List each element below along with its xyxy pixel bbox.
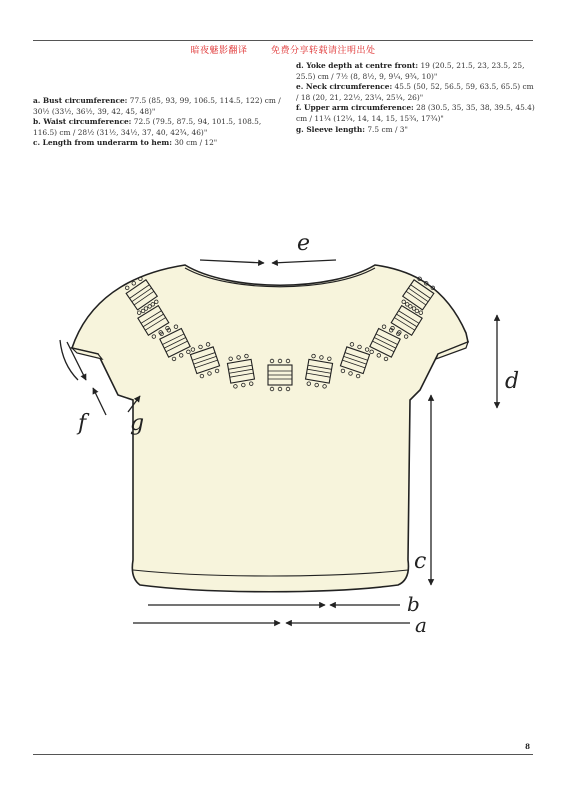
measurement-f: f. Upper arm circumference: 28 (30.5, 35, 35, 38, 39.5, 45.4) cm / 11¼ (12¼, 14, 14, 15, 15¾, 17¾)" <box>296 103 535 123</box>
label-d: d <box>505 369 520 394</box>
label-e: e <box>297 231 311 256</box>
measurement-e: e. Neck circumference: 45.5 (50, 52, 56.5, 59, 63.5, 65.5) cm / 18 (20, 21, 22½, 23¼, 25¼, 26)" <box>296 82 534 102</box>
label-c: c <box>414 549 427 574</box>
header-left: 暗夜魅影翻译 <box>190 46 248 56</box>
measurements-right-column <box>296 61 536 135</box>
label-f: f <box>78 411 87 436</box>
page-number: 8 <box>525 742 530 751</box>
measurement-g: g. Sleeve length: 7.5 cm / 3" <box>296 124 408 134</box>
label-a: a <box>415 613 427 637</box>
measurements-left-column <box>33 96 283 149</box>
sweater-schematic <box>0 230 566 650</box>
bottom-rule <box>33 754 533 755</box>
measurement-d: d. Yoke depth at centre front: 19 (20.5, 21.5, 23, 23.5, 25, 25.5) cm / 7½ (8, 8½, 9, 9¼, 9¾, 10)" <box>296 61 525 81</box>
label-b: b <box>407 592 420 616</box>
measurement-a: a. Bust circumference: 77.5 (85, 93, 99, 106.5, 114.5, 122) cm / 30½ (33½, 36½, 39, 42, 45, 48)" <box>33 96 281 116</box>
label-g: g <box>130 411 145 436</box>
header-right: 免费分享转载请注明出处 <box>270 46 376 56</box>
measurement-b: b. Waist circumference: 72.5 (79.5, 87.5, 94, 101.5, 108.5, 116.5) cm / 28½ (31½, 34½, 37, 40, 42¾, 46)" <box>33 117 262 137</box>
top-rule <box>33 40 533 41</box>
translator-header <box>0 43 566 56</box>
measurement-c: c. Length from underarm to hem: 30 cm / 12" <box>33 138 218 148</box>
measurement-e-arrow <box>200 260 336 263</box>
